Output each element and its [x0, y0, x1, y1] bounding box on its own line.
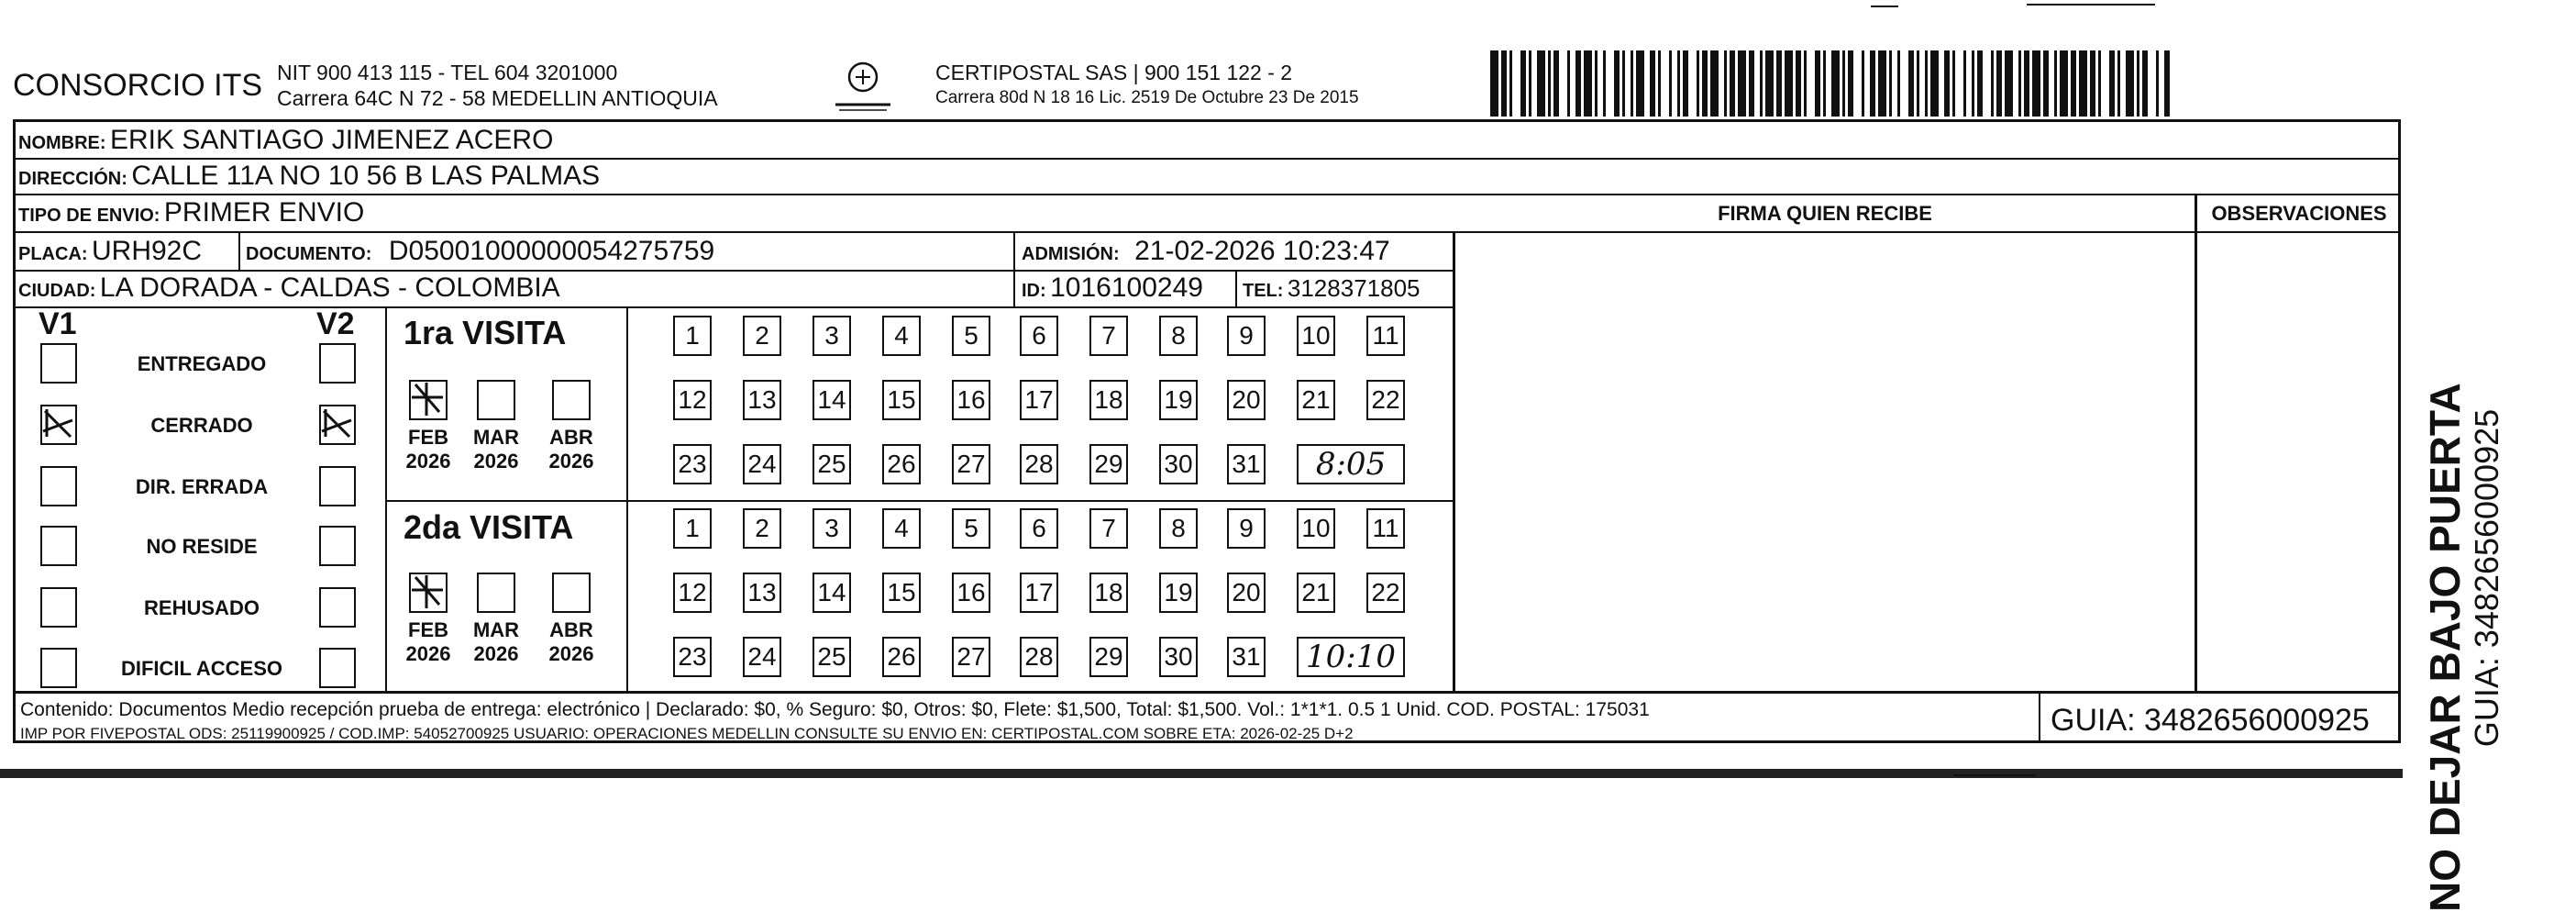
- day-box[interactable]: 8: [1159, 316, 1198, 356]
- barcode-bar: [1878, 50, 1886, 117]
- contenido-text: Contenido: Documentos Medio recepción prueba de entrega: electrónico | Declarado: $0, % Seguro: $0, Otros: $0, Flete: $1,500, Total: $1,500. Vol.: 1*1*1. 0.5 1 Unid. COD. POSTAL: 175031: [20, 699, 1650, 720]
- day-box[interactable]: 7: [1089, 508, 1128, 549]
- barcode-bar: [1490, 50, 1498, 117]
- day-box[interactable]: 8: [1159, 508, 1198, 549]
- status-option-label: DIFICIL ACCESO: [120, 657, 282, 680]
- day-box[interactable]: 4: [882, 316, 921, 356]
- visit-1-title: 1ra VISITA: [404, 314, 567, 351]
- month-label-part: 2026: [548, 450, 594, 473]
- day-box[interactable]: 14: [813, 573, 851, 613]
- day-box[interactable]: 1: [673, 316, 712, 356]
- documento-row: [246, 236, 714, 267]
- v1-checkbox-4[interactable]: [40, 526, 77, 566]
- v1-checkbox-5[interactable]: [40, 587, 77, 628]
- side-text: [2404, 138, 2505, 912]
- day-box[interactable]: 3: [813, 316, 851, 356]
- status-option-label: NO RESIDE: [146, 535, 258, 558]
- barcode-bar: [1688, 50, 1697, 117]
- month-label-part: ABR: [549, 426, 593, 449]
- day-box[interactable]: 21: [1297, 380, 1335, 420]
- direccion-label: DIRECCIÓN:: [18, 169, 127, 189]
- tipo-label: TIPO DE ENVIO:: [18, 206, 160, 226]
- month-checkbox[interactable]: [552, 573, 591, 613]
- day-box[interactable]: 13: [743, 380, 781, 420]
- month-label: [399, 618, 458, 666]
- tel-row: [1243, 274, 1421, 303]
- barcode-bar: [1584, 50, 1592, 117]
- courier-name: CERTIPOSTAL SAS | 900 151 122 - 2: [935, 61, 1293, 84]
- barcode-bar: [2126, 50, 2134, 117]
- day-box[interactable]: 24: [743, 444, 781, 484]
- certipostal-logo: [830, 59, 896, 114]
- tipo-value: PRIMER ENVIO: [163, 197, 365, 228]
- day-box[interactable]: 7: [1089, 316, 1128, 356]
- visit-time-box[interactable]: 8:05: [1297, 444, 1405, 484]
- barcode-bar: [1661, 50, 1669, 117]
- v1-checkbox-2[interactable]: [40, 405, 77, 445]
- day-box[interactable]: 3: [813, 508, 851, 549]
- placa-label: PLACA:: [18, 244, 88, 264]
- tipo-row: [18, 197, 364, 228]
- day-box[interactable]: 28: [1020, 637, 1058, 677]
- day-box[interactable]: 9: [1227, 316, 1266, 356]
- day-box[interactable]: 30: [1159, 444, 1198, 484]
- barcode-bar: [2148, 50, 2156, 117]
- nombre-value: ERIK SANTIAGO JIMENEZ ACERO: [110, 125, 554, 155]
- day-box[interactable]: 27: [952, 444, 990, 484]
- side-guia: GUIA: 3482656000925: [2468, 408, 2505, 748]
- day-box[interactable]: 13: [743, 573, 781, 613]
- day-box[interactable]: 2: [743, 508, 781, 549]
- day-box[interactable]: 10: [1297, 316, 1335, 356]
- month-label-part: MAR: [472, 426, 520, 449]
- day-box[interactable]: 11: [1366, 508, 1405, 549]
- barcode-bar: [2170, 50, 2172, 117]
- v1-checkbox-3[interactable]: [40, 466, 77, 506]
- barcode-bar: [2005, 50, 2013, 117]
- barcode-bar: [1831, 50, 1840, 117]
- day-box[interactable]: 22: [1366, 380, 1405, 420]
- guia-footer: GUIA: 3482656000925: [2051, 703, 2370, 738]
- day-box[interactable]: 5: [952, 508, 990, 549]
- v2-checkbox-6[interactable]: [319, 648, 356, 688]
- placa-value: URH92C: [92, 236, 203, 266]
- company-address: Carrera 64C N 72 - 58 MEDELLIN ANTIOQUIA: [277, 86, 718, 110]
- month-label-part: 2026: [405, 450, 451, 473]
- day-box[interactable]: 28: [1020, 444, 1058, 484]
- day-box[interactable]: 31: [1227, 637, 1266, 677]
- month-label-part: 2026: [473, 450, 519, 473]
- day-box[interactable]: 6: [1020, 316, 1058, 356]
- day-box[interactable]: 24: [743, 637, 781, 677]
- barcode-bar: [1955, 50, 1963, 117]
- day-box[interactable]: 20: [1227, 380, 1266, 420]
- month-label-part: 2026: [473, 642, 519, 665]
- barcode-bar: [2101, 50, 2109, 117]
- v1-checkbox-1[interactable]: [40, 343, 77, 384]
- barcode-bar: [1983, 50, 1991, 117]
- day-box[interactable]: 25: [813, 444, 851, 484]
- barcode-bar: [1636, 50, 1644, 117]
- courier-address: Carrera 80d N 18 16 Lic. 2519 De Octubre 23 De 2015: [935, 88, 1359, 107]
- day-box[interactable]: 21: [1297, 573, 1335, 613]
- nombre-label: NOMBRE:: [18, 133, 106, 153]
- documento-value: D05001000000054275759: [388, 236, 715, 266]
- day-box[interactable]: 29: [1089, 444, 1128, 484]
- v2-label: V2: [316, 306, 355, 341]
- day-box[interactable]: 1: [673, 508, 712, 549]
- admision-label: ADMISIÓN:: [1022, 244, 1120, 264]
- tel-label: TEL:: [1243, 281, 1284, 301]
- nombre-row: [18, 125, 553, 156]
- barcode-bar: [1537, 50, 1545, 117]
- month-label: [542, 426, 601, 473]
- day-box[interactable]: 5: [952, 316, 990, 356]
- company-nit: NIT 900 413 115 - TEL 604 3201000: [277, 61, 618, 84]
- month-checkbox[interactable]: [477, 380, 515, 420]
- status-option-label: CERRADO: [150, 414, 253, 437]
- day-box[interactable]: 26: [882, 444, 921, 484]
- status-option-label: ENTREGADO: [137, 352, 267, 375]
- barcode-bar: [1710, 50, 1719, 117]
- id-label: ID:: [1022, 281, 1046, 301]
- month-label-part: ABR: [549, 618, 593, 641]
- barcode-bar: [1853, 50, 1862, 117]
- status-option-label: DIR. ERRADA: [135, 475, 269, 498]
- no-dejar-warning: NO DEJAR BAJO PUERTA: [2421, 383, 2469, 912]
- direccion-row: [18, 161, 600, 192]
- month-checkbox[interactable]: [409, 573, 448, 613]
- v2-checkbox-1[interactable]: [319, 343, 356, 384]
- day-box[interactable]: 23: [673, 444, 712, 484]
- v2-checkbox-2[interactable]: [319, 405, 356, 445]
- day-box[interactable]: 11: [1366, 316, 1405, 356]
- barcode-bar: [1900, 50, 1908, 117]
- imp-text: IMP POR FIVEPOSTAL ODS: 25119900925 / COD.IMP: 54052700925 USUARIO: OPERACIONES MEDELLIN CONSULTE SU ENVIO EN: CERTIPOSTAL.COM SOBRE ETA: 2026-02-25 D+2: [20, 725, 1354, 742]
- barcode-bar: [1512, 50, 1520, 117]
- month-label-part: 2026: [405, 642, 451, 665]
- day-box[interactable]: 6: [1020, 508, 1058, 549]
- barcode-bar: [1738, 50, 1746, 117]
- day-box[interactable]: 20: [1227, 573, 1266, 613]
- id-value: 1016100249: [1050, 272, 1203, 303]
- day-box[interactable]: 12: [673, 380, 712, 420]
- barcode-bar: [2079, 50, 2087, 117]
- id-row: [1022, 272, 1203, 304]
- day-box[interactable]: 12: [673, 573, 712, 613]
- v1-label: V1: [39, 306, 77, 341]
- day-box[interactable]: 17: [1020, 573, 1058, 613]
- month-label-part: MAR: [472, 618, 520, 641]
- day-box[interactable]: 25: [813, 637, 851, 677]
- barcode-bar: [2032, 50, 2040, 117]
- admision-value: 21-02-2026 10:23:47: [1134, 236, 1390, 266]
- v2-checkbox-5[interactable]: [319, 587, 356, 628]
- day-box[interactable]: 10: [1297, 508, 1335, 549]
- month-label: [467, 426, 525, 473]
- day-box[interactable]: 14: [813, 380, 851, 420]
- day-box[interactable]: 9: [1227, 508, 1266, 549]
- day-box[interactable]: 29: [1089, 637, 1128, 677]
- barcode-bar: [1785, 50, 1793, 117]
- day-box[interactable]: 19: [1159, 380, 1198, 420]
- month-checkbox[interactable]: [409, 380, 448, 420]
- barcode-bar: [1765, 50, 1774, 117]
- ciudad-row: [18, 272, 560, 304]
- month-label-part: 2026: [548, 642, 594, 665]
- direccion-value: CALLE 11A NO 10 56 B LAS PALMAS: [131, 161, 601, 191]
- day-box[interactable]: 27: [952, 637, 990, 677]
- day-box[interactable]: 2: [743, 316, 781, 356]
- day-box[interactable]: 26: [882, 637, 921, 677]
- month-label-part: FEB: [408, 426, 448, 449]
- month-label: [467, 618, 525, 666]
- v2-checkbox-4[interactable]: [319, 526, 356, 566]
- tel-value: 3128371805: [1287, 274, 1421, 302]
- day-box[interactable]: 23: [673, 637, 712, 677]
- day-box[interactable]: 4: [882, 508, 921, 549]
- day-box[interactable]: 16: [952, 573, 990, 613]
- day-box[interactable]: 18: [1089, 380, 1128, 420]
- month-checkbox[interactable]: [477, 573, 515, 613]
- barcode-bar: [1807, 50, 1815, 117]
- v1-checkbox-6[interactable]: [40, 648, 77, 688]
- barcode-bar: [1930, 50, 1939, 117]
- firma-header: FIRMA QUIEN RECIBE: [1718, 202, 1932, 225]
- day-box[interactable]: 15: [882, 380, 921, 420]
- day-box[interactable]: 19: [1159, 573, 1198, 613]
- v2-checkbox-3[interactable]: [319, 466, 356, 506]
- day-box[interactable]: 17: [1020, 380, 1058, 420]
- ciudad-label: CIUDAD:: [18, 281, 96, 301]
- month-label-part: FEB: [408, 618, 448, 641]
- day-box[interactable]: 22: [1366, 573, 1405, 613]
- day-box[interactable]: 31: [1227, 444, 1266, 484]
- day-box[interactable]: 30: [1159, 637, 1198, 677]
- documento-label: DOCUMENTO:: [246, 244, 372, 264]
- tracking-barcode: [1490, 50, 2173, 117]
- barcode-bar: [2060, 50, 2068, 117]
- day-box[interactable]: 15: [882, 573, 921, 613]
- status-option-label: REHUSADO: [144, 596, 260, 619]
- visit-time-box[interactable]: 10:10: [1297, 637, 1405, 677]
- barcode-bar: [1606, 50, 1614, 117]
- observaciones-header: OBSERVACIONES: [2211, 202, 2387, 225]
- visit-2-title: 2da VISITA: [404, 508, 574, 546]
- day-box[interactable]: 16: [952, 380, 990, 420]
- month-label: [542, 618, 601, 666]
- placa-row: [18, 236, 202, 267]
- month-label: [399, 426, 458, 473]
- month-checkbox[interactable]: [552, 380, 591, 420]
- ciudad-value: LA DORADA - CALDAS - COLOMBIA: [99, 272, 560, 303]
- barcode-bar: [1559, 50, 1567, 117]
- company-name: CONSORCIO ITS: [13, 68, 263, 103]
- day-box[interactable]: 18: [1089, 573, 1128, 613]
- admision-row: [1022, 236, 1390, 267]
